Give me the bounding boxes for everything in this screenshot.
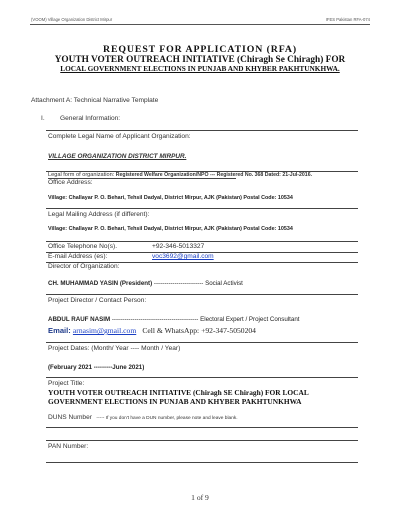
director-row [48, 280, 243, 287]
project-director-label: Project Director / Contact Person: [48, 297, 147, 304]
duns-label: DUNS Number [48, 414, 92, 421]
field-rule [46, 294, 358, 295]
duns-row [48, 406, 238, 424]
pan-label: PAN Number: [48, 443, 89, 450]
header-left: (VOOM) Village Organization District Mirpur [31, 17, 113, 22]
project-title-line-2: GOVERNMENT ELECTIONS IN PUNJAB AND KHYBER PAKHTUNKHWA [48, 397, 302, 406]
mailing-address-label: Legal Mailing Address (if different): [48, 211, 150, 218]
pd-email-link[interactable]: arnasim@gmail.com [72, 326, 137, 335]
email-link[interactable]: voc3692@gmail.com [152, 253, 214, 260]
field-rule [46, 342, 358, 343]
duns-note: ----- If you don't have a DUN number, please note and leave blank. [96, 416, 238, 421]
director-label: Director of Organization: [48, 263, 120, 270]
phone-value: +92-346-5013327 [152, 243, 205, 250]
director-name: CH. MUHAMMAD YASIN (President) [48, 280, 153, 287]
pd-email-label: Email: [48, 326, 71, 335]
legal-form-value: Registered Welfare Organization/NPO --- Registered No. 368 Dated: 21-Jul-2016. [115, 172, 313, 178]
org-name-label: Complete Legal Name of Applicant Organization: [48, 133, 191, 140]
pd-dashes: ------------------------------------------ [110, 316, 201, 323]
phone-label: Office Telephone No(s). [48, 243, 118, 250]
field-rule [46, 462, 358, 463]
pd-whatsapp: Cell & WhatsApp: +92-347-5050204 [142, 326, 256, 335]
field-rule [46, 241, 358, 242]
document-subtitle: YOUTH VOTER OUTREACH INITIATIVE (Chiragh Se Chiragh) FOR [54, 55, 346, 65]
attachment-heading: Attachment A: Technical Narrative Template [31, 97, 159, 104]
director-dashes: ------------------------ [152, 280, 206, 287]
header-right: IFES Pakistan RFA-074 [325, 17, 370, 22]
field-rule [46, 208, 358, 209]
document-subtitle-2: LOCAL GOVERNMENT ELECTIONS IN PUNJAB AND KHYBER PAKHTUNKHWA. [60, 64, 340, 73]
org-name-value: VILLAGE ORGANIZATION DISTRICT MIRPUR. [48, 153, 187, 160]
document-title: REQUEST FOR APPLICATION (RFA) [102, 44, 298, 55]
field-rule [46, 130, 358, 131]
pd-role: Electoral Expert / Project Consultant [200, 316, 300, 323]
field-rule [46, 440, 358, 441]
mailing-address-value: Village: Challayar P. O. Behari, Tehsil Dadyal, District Mirpur, AJK (Pakistan) Postal Code: 10534 [48, 226, 293, 232]
director-role: Social Activist [205, 280, 243, 287]
pd-row [48, 316, 299, 323]
pd-contact-row [48, 326, 256, 335]
field-rule [46, 377, 358, 378]
office-address-label: Office Address: [48, 179, 93, 186]
section-heading: General Information: [60, 115, 121, 122]
legal-form-label: Legal form of organization: [48, 172, 115, 178]
page-number: 1 of 9 [191, 493, 209, 502]
header-divider [30, 24, 370, 25]
office-address-value: Village: Challayar P. O. Behari, Tehsil Dadyal, District Mirpur, AJK (Pakistan) Postal Code: 10534 [48, 195, 293, 201]
dates-label: Project Dates: (Month/ Year ---- Month / Year) [48, 345, 181, 352]
project-title-line-1: YOUTH VOTER OUTREACH INITIATIVE (Chiragh SE Chiragh) FOR LOCAL [48, 388, 309, 397]
email-label: E-mail Address (es): [48, 253, 108, 260]
project-title-label: Project Title: [48, 380, 85, 387]
dates-value: (February 2021 ---------June 2021) [48, 364, 145, 371]
pd-name: ABDUL RAUF NASIM [48, 316, 111, 323]
field-rule [46, 427, 358, 428]
section-number: I. [41, 115, 45, 122]
